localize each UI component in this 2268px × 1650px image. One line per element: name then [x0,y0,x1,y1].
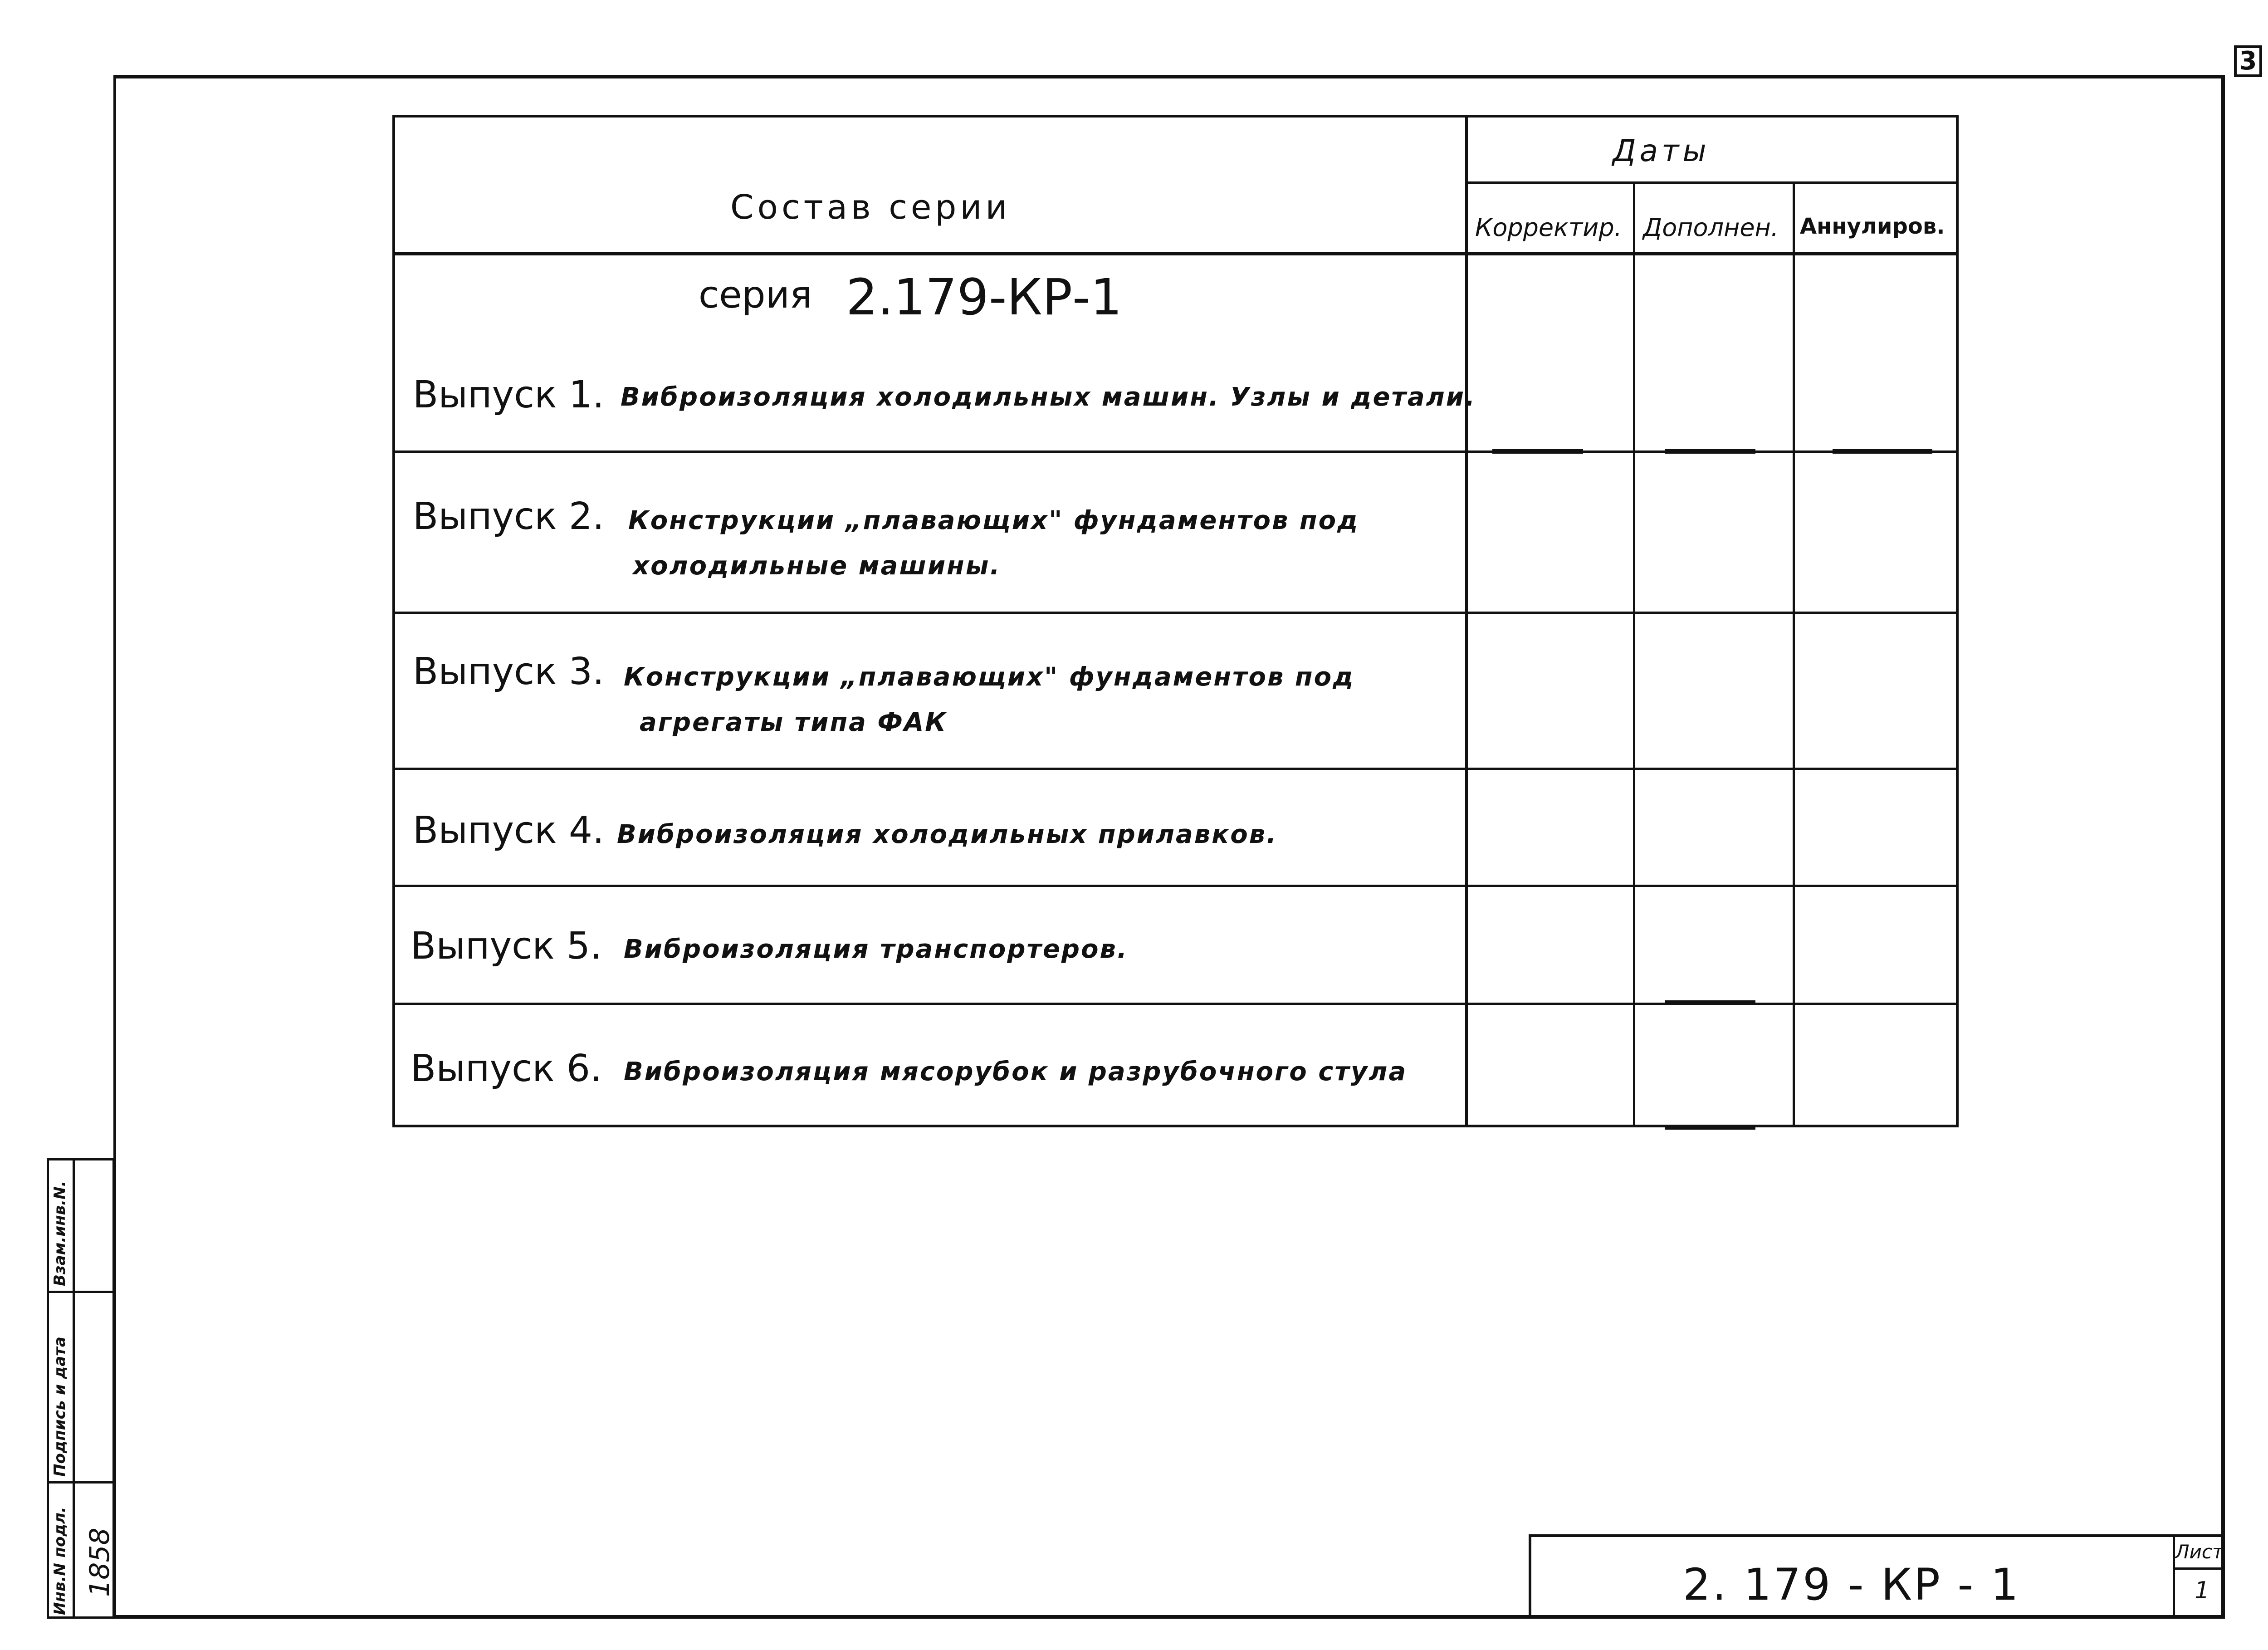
document-code: 2. 179 - КР - 1 [1683,1559,2020,1610]
title-block-divider [2173,1567,2225,1570]
issue-5-label: Выпуск 5. [411,925,602,968]
side-stamp-divider [73,1158,75,1619]
series-composition-table [392,115,1959,1127]
sheet-label: Лист [2175,1541,2224,1563]
inv-number-value: 1858 [84,1528,116,1597]
header-bottom-line [392,252,1959,255]
column-divider [1793,181,1795,1127]
signature-date-label: Подпись и дата [51,1337,69,1477]
column-divider [1633,181,1635,1127]
date-dash-mark [1665,1000,1755,1005]
column-divider [1465,115,1468,1127]
column-header-cancelled: Аннулиров. [1800,214,1945,239]
issue-5-text: Виброизоляция транспортеров. [624,935,1129,964]
date-dash-mark [1665,1125,1755,1130]
issue-3-label: Выпуск 3. [413,650,605,693]
header-divider [1465,181,1959,184]
issue-6-text: Виброизоляция мясорубок и разрубочного стула [624,1057,1408,1087]
table-title: Состав серии [730,188,1011,227]
sheet-number: 1 [2195,1577,2210,1604]
row-divider [392,612,1959,614]
issue-2-text-line-2: холодильные машины. [633,551,1001,581]
issue-1-label: Выпуск 1. [413,373,605,416]
inv-number-label: Инв.N подл. [51,1507,69,1615]
date-dash-mark [1492,449,1583,454]
row-divider [392,768,1959,770]
row-divider [392,885,1959,887]
issue-4-label: Выпуск 4. [413,809,605,852]
issue-2-text-line-1: Конструкции „плавающих" фундаментов под [628,506,1359,535]
issue-3-text-line-1: Конструкции „плавающих" фундаментов под [624,662,1355,692]
dates-header: Даты [1613,133,1710,168]
corner-sheet-number: 3 [2234,45,2262,77]
side-stamp-divider [47,1291,115,1293]
series-word: серия [699,274,812,317]
date-dash-mark [1665,449,1755,454]
column-header-corrected: Корректир. [1475,213,1622,242]
series-code: 2.179-КР-1 [846,268,1122,326]
date-dash-mark [1833,449,1932,454]
swap-inv-label: Взам.инв.N. [51,1180,69,1286]
issue-2-label: Выпуск 2. [413,495,605,538]
issue-6-label: Выпуск 6. [411,1047,602,1090]
issue-1-text: Виброизоляция холодильных машин. Узлы и детали. [621,382,1476,412]
column-header-added: Дополнен. [1643,213,1779,242]
issue-4-text: Виброизоляция холодильных прилавков. [617,820,1278,849]
side-stamp-divider [47,1481,115,1484]
issue-3-text-line-2: агрегаты типа ФАК [640,708,948,737]
